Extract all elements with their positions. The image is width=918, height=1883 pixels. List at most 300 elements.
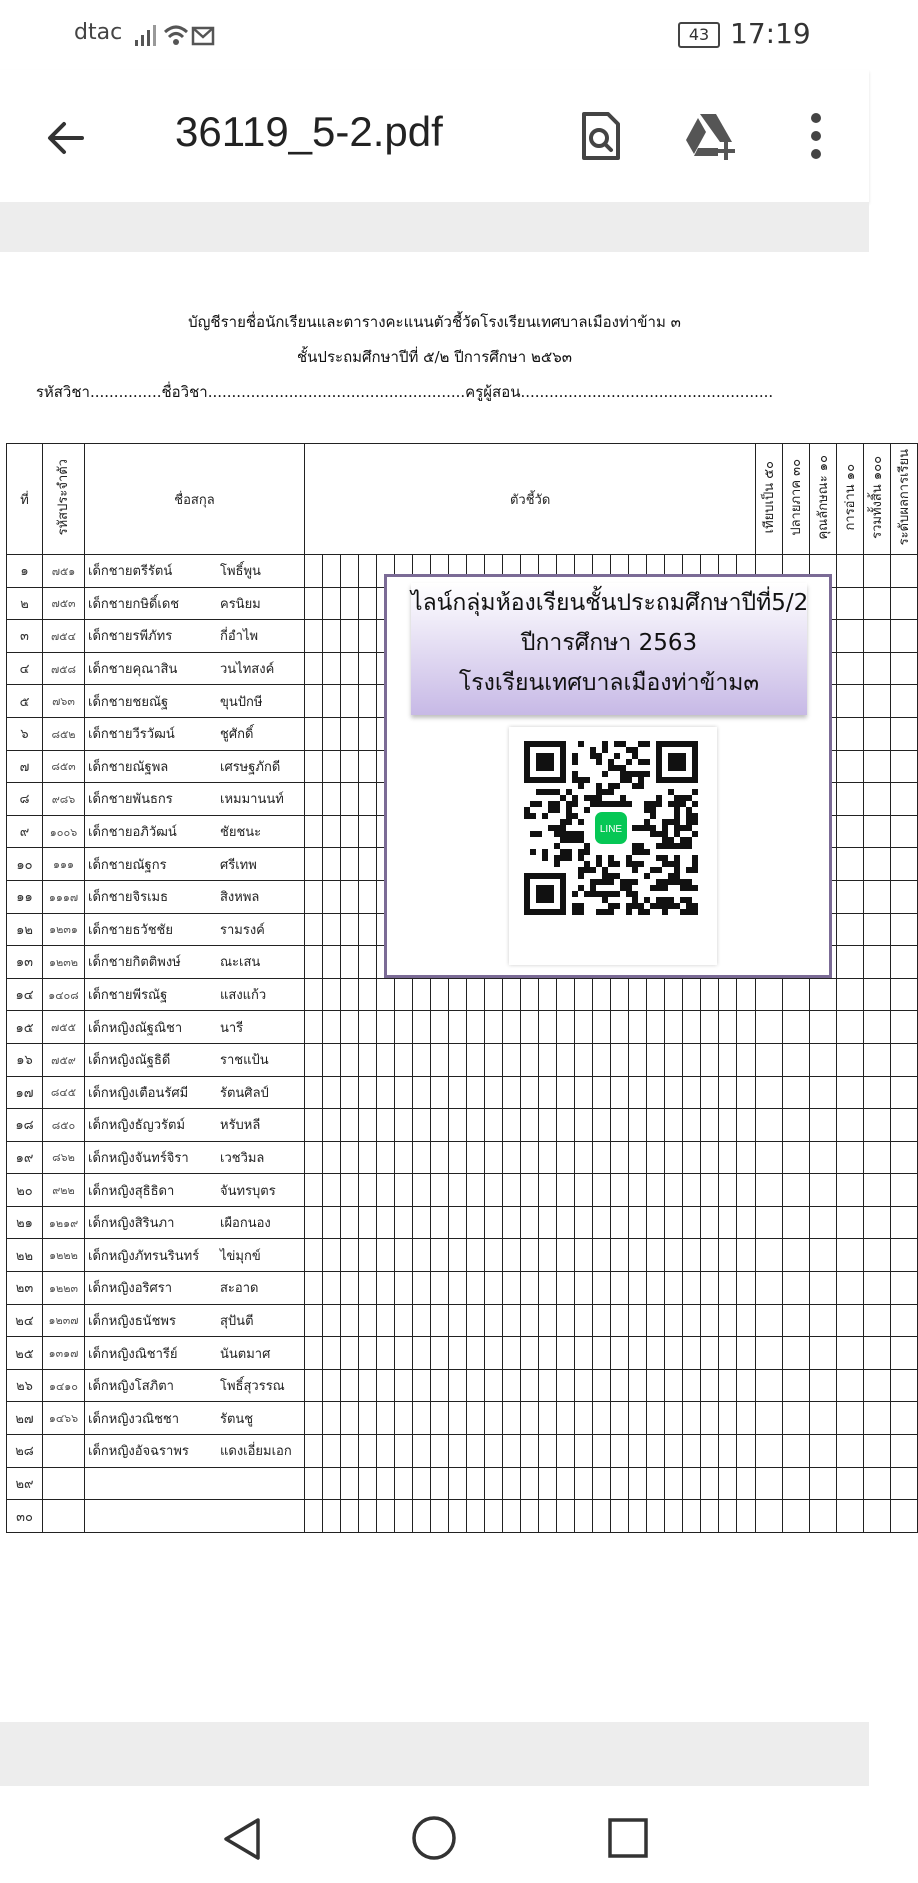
- score-cell: [683, 1011, 701, 1044]
- score-cell: [665, 1174, 683, 1207]
- more-vert-icon[interactable]: [800, 110, 852, 162]
- table-row: [7, 1206, 918, 1239]
- score-cell: [467, 1467, 485, 1500]
- student-last-name: ณะเสน: [220, 955, 261, 971]
- table-row: [7, 1239, 918, 1272]
- score-cell: [557, 1011, 575, 1044]
- carrier-label: dtac: [74, 20, 123, 45]
- student-first-name: เด็กชายพีรณัฐ: [88, 988, 168, 1004]
- score-cell: [864, 1076, 891, 1109]
- score-cell: [413, 1435, 431, 1468]
- score-cell: [737, 1435, 756, 1468]
- score-cell: [629, 1011, 647, 1044]
- row-number: ๑๙: [7, 1141, 43, 1174]
- score-cell: [593, 1337, 611, 1370]
- score-cell: [539, 1076, 557, 1109]
- score-cell: [593, 1467, 611, 1500]
- header-student-id-label: รหัสประจำตัว: [56, 458, 71, 536]
- score-cell: [629, 1304, 647, 1337]
- score-cell: [665, 1337, 683, 1370]
- score-cell: [891, 1304, 918, 1337]
- row-number: ๔: [7, 652, 43, 685]
- score-cell: [837, 1369, 864, 1402]
- row-number: ๑๒: [7, 913, 43, 946]
- score-cell: [503, 1467, 521, 1500]
- score-cell: [467, 1043, 485, 1076]
- student-name: [85, 717, 305, 750]
- score-cell: [341, 685, 359, 718]
- score-cell: [575, 1043, 593, 1076]
- row-number: ๑๓: [7, 946, 43, 979]
- student-id: ๑๑๑๗: [43, 880, 85, 913]
- score-cell: [449, 1272, 467, 1305]
- score-cell: [701, 1043, 719, 1076]
- student-id: ๗๕๙: [43, 1043, 85, 1076]
- score-cell: [864, 783, 891, 816]
- score-cell: [305, 1467, 323, 1500]
- score-cell: [431, 1076, 449, 1109]
- score-cell: [557, 1076, 575, 1109]
- score-cell: [683, 1239, 701, 1272]
- score-cell: [323, 946, 341, 979]
- score-cell: [891, 946, 918, 979]
- score-cell: [647, 1467, 665, 1500]
- score-cell: [575, 1369, 593, 1402]
- student-id: ๘๔๕: [43, 1076, 85, 1109]
- score-cell: [665, 978, 683, 1011]
- score-cell: [485, 978, 503, 1011]
- score-cell: [783, 1109, 810, 1142]
- score-cell: [449, 1337, 467, 1370]
- student-last-name: ชูศักดิ์: [220, 727, 254, 743]
- score-cell: [611, 1467, 629, 1500]
- score-cell: [891, 750, 918, 783]
- student-id: ๑๒๓๗: [43, 1304, 85, 1337]
- score-cell: [539, 1141, 557, 1174]
- score-cell: [810, 1500, 837, 1533]
- score-cell: [737, 1206, 756, 1239]
- score-cell: [810, 1337, 837, 1370]
- score-cell: [683, 1174, 701, 1207]
- home-circle-icon[interactable]: [410, 1814, 458, 1862]
- student-name: [85, 1109, 305, 1142]
- score-cell: [521, 978, 539, 1011]
- score-cell: [413, 1272, 431, 1305]
- score-cell: [503, 1304, 521, 1337]
- score-cell: [575, 1337, 593, 1370]
- score-cell: [377, 1141, 395, 1174]
- score-cell: [449, 1402, 467, 1435]
- score-cell: [665, 1272, 683, 1305]
- student-id: ๑๐๐๖: [43, 815, 85, 848]
- back-triangle-icon[interactable]: [220, 1816, 264, 1862]
- student-first-name: เด็กหญิงวณิชชา: [88, 1411, 180, 1427]
- score-cell: [377, 1369, 395, 1402]
- student-id: ๗๕๕: [43, 1011, 85, 1044]
- score-cell: [719, 1011, 737, 1044]
- score-cell: [449, 1304, 467, 1337]
- score-cell: [701, 1402, 719, 1435]
- score-cell: [891, 685, 918, 718]
- score-cell: [593, 978, 611, 1011]
- score-cell: [783, 1239, 810, 1272]
- score-cell: [701, 1467, 719, 1500]
- score-cell: [665, 1402, 683, 1435]
- score-cell: [629, 1402, 647, 1435]
- table-row: [7, 978, 918, 1011]
- score-cell: [449, 1109, 467, 1142]
- score-cell: [431, 1304, 449, 1337]
- score-cell: [359, 815, 377, 848]
- score-cell: [647, 1206, 665, 1239]
- score-cell: [629, 1369, 647, 1402]
- score-cell: [341, 1043, 359, 1076]
- score-cell: [575, 1141, 593, 1174]
- student-last-name: เศรษฐภักดี: [220, 759, 281, 775]
- back-arrow-icon[interactable]: [42, 114, 90, 162]
- student-first-name: เด็กชายวีรวัฒน์: [88, 727, 175, 743]
- score-cell: [665, 1500, 683, 1533]
- score-cell: [719, 1369, 737, 1402]
- student-name: [85, 1206, 305, 1239]
- score-cell: [647, 1337, 665, 1370]
- score-cell: [395, 1500, 413, 1533]
- score-cell: [575, 978, 593, 1011]
- score-cell: [864, 946, 891, 979]
- score-cell: [449, 1369, 467, 1402]
- student-last-name: สะอาด: [220, 1281, 259, 1297]
- score-cell: [891, 1109, 918, 1142]
- score-cell: [539, 1174, 557, 1207]
- score-cell: [359, 1369, 377, 1402]
- score-cell: [305, 1239, 323, 1272]
- recents-square-icon[interactable]: [606, 1816, 650, 1860]
- score-cell: [485, 1174, 503, 1207]
- score-cell: [629, 1500, 647, 1533]
- score-cell: [305, 848, 323, 881]
- system-nav-bar: [0, 1786, 869, 1883]
- score-cell: [413, 1369, 431, 1402]
- score-cell: [557, 1304, 575, 1337]
- score-cell: [737, 1500, 756, 1533]
- score-cell: [837, 1435, 864, 1468]
- score-cell: [449, 978, 467, 1011]
- score-cell: [611, 1337, 629, 1370]
- score-cell: [467, 1435, 485, 1468]
- score-cell: [341, 555, 359, 588]
- score-cell: [323, 685, 341, 718]
- score-cell: [485, 1304, 503, 1337]
- score-cell: [864, 587, 891, 620]
- score-cell: [341, 1109, 359, 1142]
- score-cell: [837, 848, 864, 881]
- student-id: ๑๒๓๑: [43, 913, 85, 946]
- row-number: ๑๘: [7, 1109, 43, 1142]
- score-cell: [683, 978, 701, 1011]
- score-cell: [810, 1206, 837, 1239]
- student-first-name: เด็กหญิงณิชารีย์: [88, 1346, 178, 1362]
- score-cell: [467, 1174, 485, 1207]
- student-id: ๑๔๖๖: [43, 1402, 85, 1435]
- score-cell: [323, 717, 341, 750]
- score-cell: [593, 1043, 611, 1076]
- score-cell: [431, 1109, 449, 1142]
- score-cell: [521, 1272, 539, 1305]
- score-cell: [593, 1369, 611, 1402]
- table-row: [7, 1043, 918, 1076]
- score-cell: [377, 1435, 395, 1468]
- score-cell: [810, 1272, 837, 1305]
- app-bar: [0, 70, 869, 202]
- score-cell: [539, 1435, 557, 1468]
- score-cell: [485, 1369, 503, 1402]
- score-cell: [305, 1500, 323, 1533]
- score-cell: [891, 815, 918, 848]
- row-number: ๗: [7, 750, 43, 783]
- student-last-name: จันทรบุตร: [220, 1183, 276, 1199]
- drive-add-icon[interactable]: [684, 110, 736, 162]
- row-number: ๒๘: [7, 1435, 43, 1468]
- student-id: ๘๖๒: [43, 1141, 85, 1174]
- student-name: [85, 1076, 305, 1109]
- score-cell: [503, 1076, 521, 1109]
- score-cell: [395, 1206, 413, 1239]
- score-cell: [891, 1043, 918, 1076]
- score-cell: [864, 685, 891, 718]
- score-cell: [359, 848, 377, 881]
- student-last-name: ขุนปักษี: [220, 694, 263, 710]
- score-cell: [891, 1500, 918, 1533]
- score-cell: [449, 1435, 467, 1468]
- score-cell: [837, 783, 864, 816]
- score-cell: [756, 1043, 783, 1076]
- score-cell: [719, 1109, 737, 1142]
- score-cell: [377, 1043, 395, 1076]
- table-row: [7, 1435, 918, 1468]
- student-name: [85, 1239, 305, 1272]
- score-cell: [521, 1435, 539, 1468]
- student-last-name: เผือกนอง: [220, 1216, 271, 1232]
- score-cell: [837, 1239, 864, 1272]
- score-cell: [395, 1369, 413, 1402]
- student-last-name: ราชแป้น: [220, 1053, 269, 1069]
- score-cell: [395, 1174, 413, 1207]
- score-cell: [503, 1206, 521, 1239]
- student-first-name: เด็กชายรพีภัทร: [88, 629, 173, 645]
- score-cell: [413, 1076, 431, 1109]
- score-cell: [837, 1043, 864, 1076]
- score-cell: [756, 978, 783, 1011]
- student-name: [85, 750, 305, 783]
- student-name: [85, 587, 305, 620]
- line-qr-code[interactable]: [509, 727, 717, 965]
- score-cell: [323, 1174, 341, 1207]
- score-cell: [701, 1076, 719, 1109]
- score-cell: [377, 978, 395, 1011]
- student-last-name: รามรงค์: [220, 922, 265, 938]
- score-cell: [647, 1239, 665, 1272]
- score-cell: [701, 1239, 719, 1272]
- score-cell: [521, 1304, 539, 1337]
- score-cell: [837, 1141, 864, 1174]
- score-cell: [377, 1174, 395, 1207]
- score-cell: [683, 1206, 701, 1239]
- row-number: ๑๐: [7, 848, 43, 881]
- student-first-name: เด็กหญิงโสภิตา: [88, 1379, 174, 1395]
- search-document-icon[interactable]: [574, 110, 626, 162]
- score-cell: [359, 1337, 377, 1370]
- score-cell: [323, 978, 341, 1011]
- student-id: ๗๕๓: [43, 587, 85, 620]
- score-cell: [341, 1435, 359, 1468]
- header-name: [85, 444, 305, 555]
- score-cell: [701, 1011, 719, 1044]
- score-cell: [485, 1500, 503, 1533]
- student-name: [85, 880, 305, 913]
- score-cell: [891, 1402, 918, 1435]
- clock: 17:19: [730, 17, 811, 50]
- header-score-1-label: ปลายภาค ๓๐: [788, 458, 804, 536]
- score-cell: [359, 1076, 377, 1109]
- student-name: [85, 1141, 305, 1174]
- student-id: ๗๕๘: [43, 652, 85, 685]
- score-cell: [359, 1500, 377, 1533]
- score-cell: [593, 1272, 611, 1305]
- score-cell: [810, 1174, 837, 1207]
- score-cell: [305, 880, 323, 913]
- student-id: [43, 1435, 85, 1468]
- score-cell: [837, 1011, 864, 1044]
- score-cell: [864, 717, 891, 750]
- student-last-name: แดงเอี่ยมเอก: [220, 1444, 292, 1460]
- student-name: [85, 946, 305, 979]
- score-cell: [891, 1337, 918, 1370]
- score-cell: [467, 1141, 485, 1174]
- score-cell: [467, 1272, 485, 1305]
- score-cell: [665, 1467, 683, 1500]
- score-cell: [891, 1174, 918, 1207]
- score-cell: [864, 1011, 891, 1044]
- score-cell: [837, 750, 864, 783]
- score-cell: [431, 1337, 449, 1370]
- row-number: ๑๕: [7, 1011, 43, 1044]
- score-cell: [837, 978, 864, 1011]
- score-cell: [783, 1174, 810, 1207]
- score-cell: [629, 1141, 647, 1174]
- score-cell: [557, 1369, 575, 1402]
- score-cell: [521, 1043, 539, 1076]
- score-cell: [575, 1304, 593, 1337]
- score-cell: [359, 913, 377, 946]
- student-id: ๗๖๓: [43, 685, 85, 718]
- table-row: [7, 1076, 918, 1109]
- score-cell: [611, 1011, 629, 1044]
- header-score-3-label: การอ่าน ๑๐: [842, 463, 858, 531]
- score-cell: [810, 1402, 837, 1435]
- score-cell: [305, 1369, 323, 1402]
- score-cell: [359, 1043, 377, 1076]
- score-cell: [611, 1174, 629, 1207]
- score-cell: [521, 1467, 539, 1500]
- score-cell: [395, 1239, 413, 1272]
- score-cell: [341, 1402, 359, 1435]
- score-cell: [593, 1304, 611, 1337]
- student-name: [85, 1402, 305, 1435]
- score-cell: [575, 1174, 593, 1207]
- score-cell: [683, 1304, 701, 1337]
- score-cell: [756, 1467, 783, 1500]
- score-cell: [810, 1109, 837, 1142]
- score-cell: [305, 978, 323, 1011]
- score-cell: [864, 1141, 891, 1174]
- student-first-name: เด็กหญิงสิรินภา: [88, 1216, 175, 1232]
- score-cell: [737, 1239, 756, 1272]
- row-number: ๒๔: [7, 1304, 43, 1337]
- score-cell: [467, 1109, 485, 1142]
- score-cell: [503, 1239, 521, 1272]
- score-cell: [683, 1337, 701, 1370]
- score-cell: [305, 815, 323, 848]
- table-row: [7, 1141, 918, 1174]
- score-cell: [539, 1500, 557, 1533]
- student-last-name: ศรีเทพ: [220, 857, 257, 873]
- score-cell: [431, 1043, 449, 1076]
- score-cell: [557, 1272, 575, 1305]
- score-cell: [359, 946, 377, 979]
- student-last-name: ครนิยม: [220, 596, 261, 612]
- score-cell: [737, 1369, 756, 1402]
- score-cell: [737, 1337, 756, 1370]
- score-cell: [719, 1500, 737, 1533]
- score-cell: [377, 1304, 395, 1337]
- score-cell: [539, 1304, 557, 1337]
- score-cell: [864, 1239, 891, 1272]
- row-number: ๒: [7, 587, 43, 620]
- score-cell: [521, 1206, 539, 1239]
- score-cell: [611, 1402, 629, 1435]
- score-cell: [323, 913, 341, 946]
- score-cell: [431, 978, 449, 1011]
- score-cell: [395, 1043, 413, 1076]
- score-cell: [810, 1239, 837, 1272]
- score-cell: [611, 1109, 629, 1142]
- score-cell: [341, 1500, 359, 1533]
- score-cell: [783, 1206, 810, 1239]
- score-cell: [323, 652, 341, 685]
- score-cell: [503, 1337, 521, 1370]
- student-name: [85, 1435, 305, 1468]
- score-cell: [449, 1011, 467, 1044]
- score-cell: [485, 1239, 503, 1272]
- score-cell: [837, 652, 864, 685]
- score-cell: [701, 1141, 719, 1174]
- row-number: ๑๑: [7, 880, 43, 913]
- score-cell: [431, 1174, 449, 1207]
- score-cell: [359, 652, 377, 685]
- score-cell: [341, 1272, 359, 1305]
- score-cell: [503, 1369, 521, 1402]
- score-cell: [864, 1337, 891, 1370]
- score-cell: [864, 1500, 891, 1533]
- score-cell: [701, 1109, 719, 1142]
- score-cell: [665, 1109, 683, 1142]
- student-first-name: เด็กชายอภิวัฒน์: [88, 825, 177, 841]
- score-cell: [783, 978, 810, 1011]
- score-cell: [629, 1043, 647, 1076]
- score-cell: [783, 1272, 810, 1305]
- row-number: ๖: [7, 717, 43, 750]
- score-cell: [701, 978, 719, 1011]
